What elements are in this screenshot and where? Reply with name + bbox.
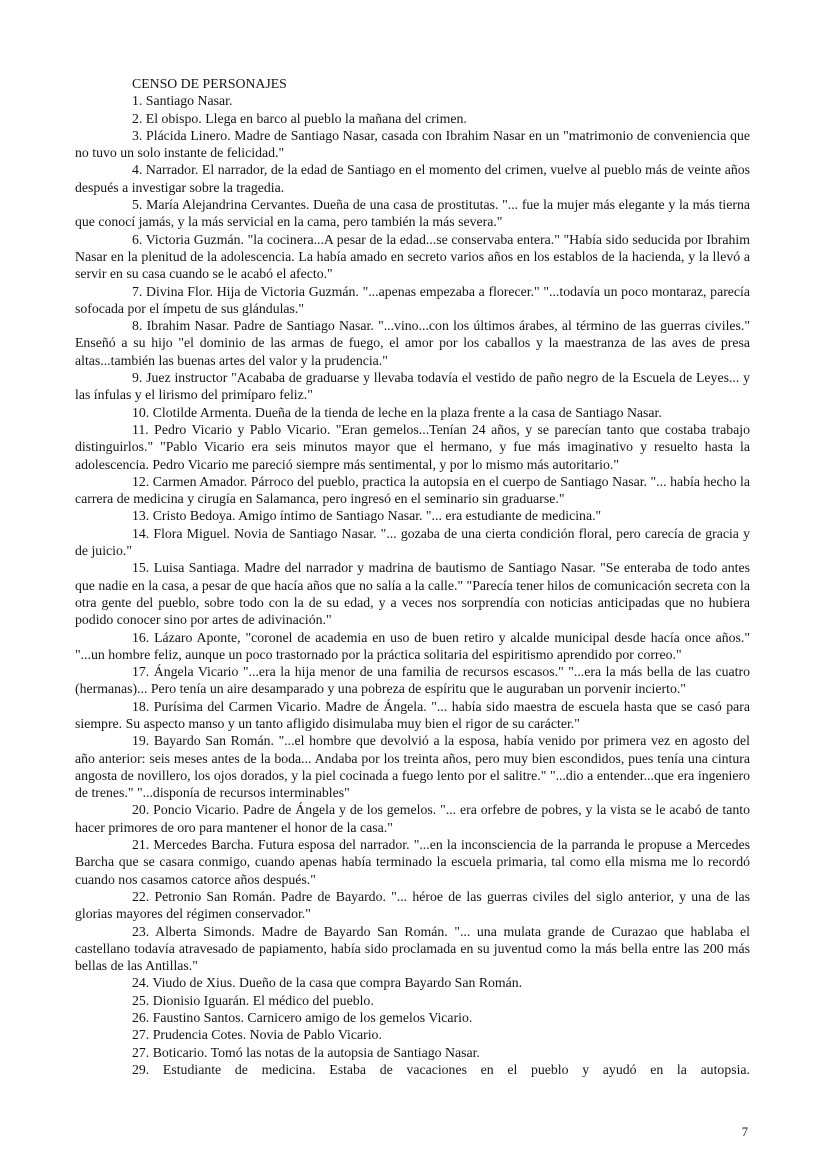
document-title: CENSO DE PERSONAJES [132,76,287,91]
census-entry: 17. Ángela Vicario "...era la hija menor de una familia de recursos escasos." "...era la más bella de las cuatro (hermanas)... Pero tenía un aire desamparado y una pobreza de espíritu que le auguraban un porvenir incierto." [75,664,750,697]
census-entry: 27. Prudencia Cotes. Novia de Pablo Vicario. [132,1027,382,1043]
census-entry: 11. Pedro Vicario y Pablo Vicario. "Eran gemelos...Tenían 24 años, y se parecían tanto que costaba trabajo distinguirlos." "Pablo Vicario era seis minutos mayor que el hermano, y fue más imaginativo y resuelto hasta la adolescencia. Pedro Vicario me pareció siempre más sentimental, y por lo mismo más autoritario." [75,421,750,472]
census-entry: 24. Viudo de Xius. Dueño de la casa que compra Bayardo San Román. [132,975,523,991]
census-entry: 18. Purísima del Carmen Vicario. Madre de Ángela. "... había sido maestra de escuela hasta que se casó para siempre. Su aspecto manso y un tanto afligido disimulaba muy bien el rigor de su carácter." [75,698,750,731]
census-entry: 16. Lázaro Aponte, "coronel de academia en uso de buen retiro y alcalde municipal desde hacía once años." "...un hombre feliz, aunque un poco trastornado por la práctica solitaria del espiritismo aprendido por correo." [75,629,750,662]
page-number: 7 [741,1124,748,1139]
document-content [75,75,750,1078]
census-entry: 4. Narrador. El narrador, de la edad de Santiago en el momento del crimen, vuelve al pueblo más de veinte años después a investigar sobre la tragedia. [75,162,750,195]
census-entry: 22. Petronio San Román. Padre de Bayardo. "... héroe de las guerras civiles del siglo anterior, y una de las glorias mayores del régimen conservador." [75,888,750,922]
census-entry: 14. Flora Miguel. Novia de Santiago Nasar. "... gozaba de una cierta condición floral, pero carecía de gracia y de juicio." [75,525,750,559]
census-entry: 26. Faustino Santos. Carnicero amigo de los gemelos Vicario. [132,1010,473,1026]
census-entry: 6. Victoria Guzmán. "la cocinera...A pesar de la edad...se conservaba entera." "Había sido seducida por Ibrahim Nasar en la plenitud de la adolescencia. La había amado en secreto varios años en los establos de la hacienda, y la llevó a servir en su casa cuando se le acabó el afecto." [75,231,750,282]
census-entries [75,92,750,1078]
census-entry: 8. Ibrahim Nasar. Padre de Santiago Nasar. "...vino...con los últimos árabes, al término de las guerras civiles." Enseñó a su hijo "el dominio de las armas de fuego, el amor por los caballos y la maestranza de las aves de presa altas...también las buenas artes del valor y la prudencia." [75,318,750,368]
census-entry: 25. Dionisio Iguarán. El médico del pueblo. [132,992,374,1008]
census-entry: 7. Divina Flor. Hija de Victoria Guzmán. "...apenas empezaba a florecer." "...todavía un poco montaraz, parecía sofocada por el ímpetu de sus glándulas." [75,283,750,316]
census-entry: 13. Cristo Bedoya. Amigo íntimo de Santiago Nasar. "... era estudiante de medicina." [132,508,602,524]
census-entry: 15. Luisa Santiaga. Madre del narrador y madrina de bautismo de Santiago Nasar. "Se enteraba de todo antes que nadie en la casa, a pesar de que hacía años que no salía a la calle." "Parecía tener hilos de comunicación secreta con la otra gente del pueblo, sobre todo con la de su edad, y a veces nos sorprendía con noticias anticipadas que no hubiera podido conocer sino por artes de adivinación." [75,560,750,628]
census-entry: 2. El obispo. Llega en barco al pueblo la mañana del crimen. [132,110,467,126]
census-entry: 23. Alberta Simonds. Madre de Bayardo San Román. "... una mulata grande de Curazao que hablaba el castellano todavía atravesado de papiamento, había sido proclamada en su juventud como la más bella entre las 200 más bellas de las Antillas." [75,923,750,974]
census-entry: 10. Clotilde Armenta. Dueña de la tienda de leche en la plaza frente a la casa de Santiago Nasar. [132,404,662,420]
census-entry: 21. Mercedes Barcha. Futura esposa del narrador. "...en la inconsciencia de la parranda le propuse a Mercedes Barcha que se casara conmigo, cuando apenas había terminado la escuela primaria, tal como ella misma me lo recordó cuando nos casamos catorce años después." [75,837,750,887]
census-entry: 27. Boticario. Tomó las notas de la autopsia de Santiago Nasar. [132,1044,480,1060]
census-entry: 5. María Alejandrina Cervantes. Dueña de una casa de prostitutas. "... fue la mujer más elegante y la más tierna que conocí jamás, y la más servicial en la cama, pero también la más severa." [75,197,750,230]
census-entry: 19. Bayardo San Román. "...el hombre que devolvió a la esposa, había venido por primera vez en agosto del año anterior: seis meses antes de la boda... Andaba por los treinta años, pero muy bien escondidos, pues tenía una cintura angosta de novillero, los ojos dorados, y la piel cocinada a fuego lento por el salitre." "...dio a entender...que era ingeniero de trenes." "...disponía de recursos interminables" [75,733,750,801]
census-entry: 3. Plácida Linero. Madre de Santiago Nasar, casada con Ibrahim Nasar en un "matrimonio de conveniencia que no tuvo un solo instante de felicidad." [75,127,750,161]
census-entry: 20. Poncio Vicario. Padre de Ángela y de los gemelos. "... era orfebre de pobres, y la vista se le acabó de tanto hacer primores de oro para mantener el honor de la casa." [75,802,750,835]
census-entry: 12. Carmen Amador. Párroco del pueblo, practica la autopsia en el cuerpo de Santiago Nasar. "... había hecho la carrera de medicina y cirugía en Salamanca, pero ingresó en el seminario sin graduarse." [75,473,750,507]
census-entry: 29. Estudiante de medicina. Estaba de vacaciones en el pueblo y ayudó en la autopsia. [132,1061,750,1077]
census-entry: 9. Juez instructor "Acababa de graduarse y llevaba todavía el vestido de paño negro de la Escuela de Leyes... y las ínfulas y el lirismo del primíparo feliz." [75,370,750,403]
census-entry: 1. Santiago Nasar. [132,93,233,109]
